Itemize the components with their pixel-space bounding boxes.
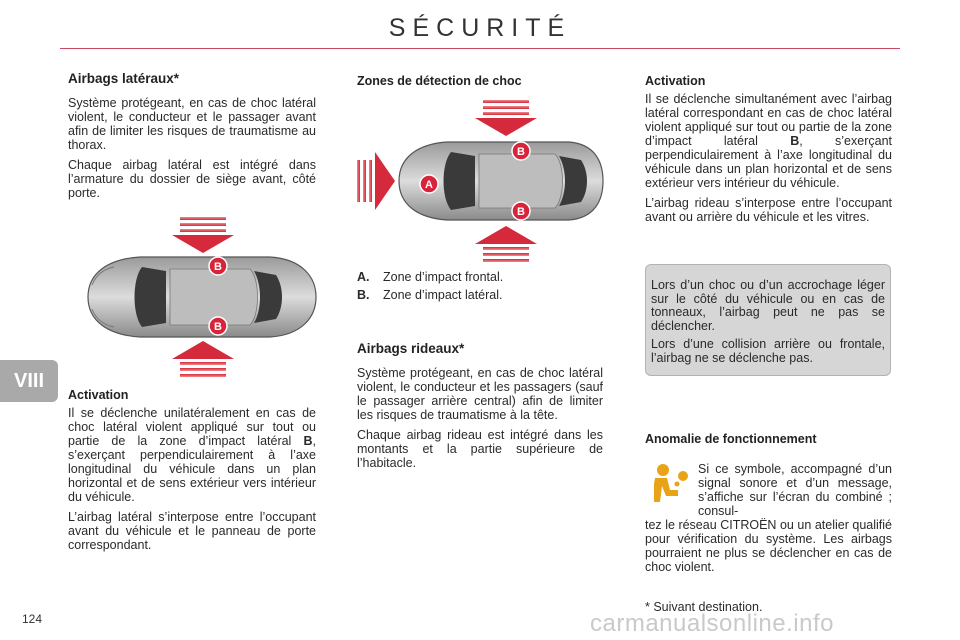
chapter-tab: VIII (0, 360, 58, 402)
page-title: SÉCURITÉ (388, 14, 572, 42)
right-activation-title: Activation (645, 74, 706, 88)
anomaly-text-2: tez le réseau CITROËN ou un atelier qualifié pour vérification du système. Les airbags pourraient ne plus se déclencher en cas de choc violent. (645, 518, 892, 574)
right-act-zone-b: B (790, 134, 800, 148)
zone-arrow-front (357, 152, 395, 210)
note-p1: Lors d’un choc ou d’un accrochage léger sur le côté du véhicule ou en cas de tonneaux, l’airbag peut ne pas se déclencher. (651, 278, 885, 333)
svg-text:B: B (517, 146, 525, 158)
anomaly-text-1: Si ce symbole, accompagné d’un signal sonore et d’un message, s’affiche sur l’écran du combiné ; consul- (698, 462, 892, 518)
right-act-text-a: Il se déclenche simultanément avec l’airbag latéral correspondant en cas de choc latéral violent appliqué sur tout ou partie de la zone d’impact latéral (645, 92, 892, 148)
side-airbags-location: Chaque airbag latéral est intégré dans l’armature du dossier de siège avant, côté porte. (68, 158, 316, 200)
legend-key-a: A. (357, 270, 370, 284)
zone-a-badge (420, 175, 438, 193)
airbag-warning-icon (650, 462, 692, 504)
zone-arrow-top (475, 100, 537, 136)
zone-b-badge-top-2 (512, 142, 530, 160)
svg-text:A: A (425, 179, 433, 191)
page-number: 124 (22, 612, 43, 626)
zone-b-badge-bottom (209, 317, 227, 335)
left-activation-title: Activation (68, 388, 129, 402)
svg-text:B: B (214, 321, 222, 333)
zones-title: Zones de détection de choc (357, 74, 522, 88)
legend-text-b: Zone d’impact latéral. (383, 288, 503, 302)
anomaly-title: Anomalie de fonctionnement (645, 432, 817, 446)
impact-arrow-top (172, 217, 234, 253)
right-activation-p1 (645, 92, 892, 190)
zone-arrow-bottom (475, 226, 537, 262)
curtain-airbags-intro: Système protégeant, en cas de choc latéral violent, le conducteur et les passagers (sauf le passager arrière central) afin de limiter les risques de traumatisme à la tête. (357, 366, 603, 422)
right-act-text-c: , s’exerçant perpendiculairement à l’axe longitudinal du véhicule dans un plan horizontal et de sens extérieur vers intérieur du véhicule. (645, 134, 892, 190)
zone-b-badge-bottom-2 (512, 202, 530, 220)
impact-arrow-bottom (172, 341, 234, 377)
title-divider (60, 48, 900, 49)
side-impact-car-illustration (80, 215, 320, 380)
legend-text-a: Zone d’impact frontal. (383, 270, 504, 284)
footnote-text: * Suivant destination. (645, 600, 763, 614)
watermark: carmanualsonline.info (590, 610, 834, 637)
svg-text:B: B (214, 261, 222, 273)
right-activation-section (645, 74, 892, 230)
left-act-text-c: , s’exerçant perpendiculairement à l’axe longitudinal du véhicule dans un plan horizontal et de sens extérieur vers intérieur du véhicule. (68, 434, 316, 504)
legend-row-b (357, 288, 603, 302)
side-airbags-intro: Système protégeant, en cas de choc latéral violent, le conducteur et le passager avant afin de limiter les risques de traumatisme au thorax. (68, 96, 316, 152)
curtain-airbags-heading: Airbags rideaux* (357, 341, 465, 356)
svg-text:B: B (517, 206, 525, 218)
middle-text-block (357, 270, 603, 476)
left-act-zone-b: B (303, 434, 313, 448)
left-activation-section (68, 388, 316, 558)
side-airbags-heading: Airbags latéraux* (68, 71, 180, 86)
anomaly-section (645, 432, 892, 450)
car-top-view (88, 257, 316, 337)
left-activation-p2: L’airbag latéral s’interpose entre l’occupant avant du véhicule et le panneau de porte correspondant. (68, 510, 316, 552)
left-column (68, 72, 316, 206)
left-act-text-a: Il se déclenche unilatéralement en cas de choc latéral violent appliqué sur tout ou partie de la zone d’impact latéral (68, 406, 316, 448)
middle-zones-title-block (357, 74, 607, 92)
curtain-airbags-location: Chaque airbag rideau est intégré dans les montants et la partie supérieure de l’habitacle. (357, 428, 603, 470)
legend-row-a (357, 270, 603, 284)
anomaly-text-block-2 (645, 518, 892, 574)
left-activation-p1 (68, 406, 316, 504)
detection-zones-illustration (355, 98, 605, 263)
zone-b-badge-top (209, 257, 227, 275)
note-p2: Lors d’une collision arrière ou frontale, l’airbag ne se déclenche pas. (651, 337, 885, 365)
right-activation-p2: L’airbag rideau s’interpose entre l’occupant avant ou arrière du véhicule et les vitres. (645, 196, 892, 224)
anomaly-text-block (698, 462, 892, 518)
legend-key-b: B. (357, 288, 370, 302)
info-note-box (645, 264, 891, 376)
